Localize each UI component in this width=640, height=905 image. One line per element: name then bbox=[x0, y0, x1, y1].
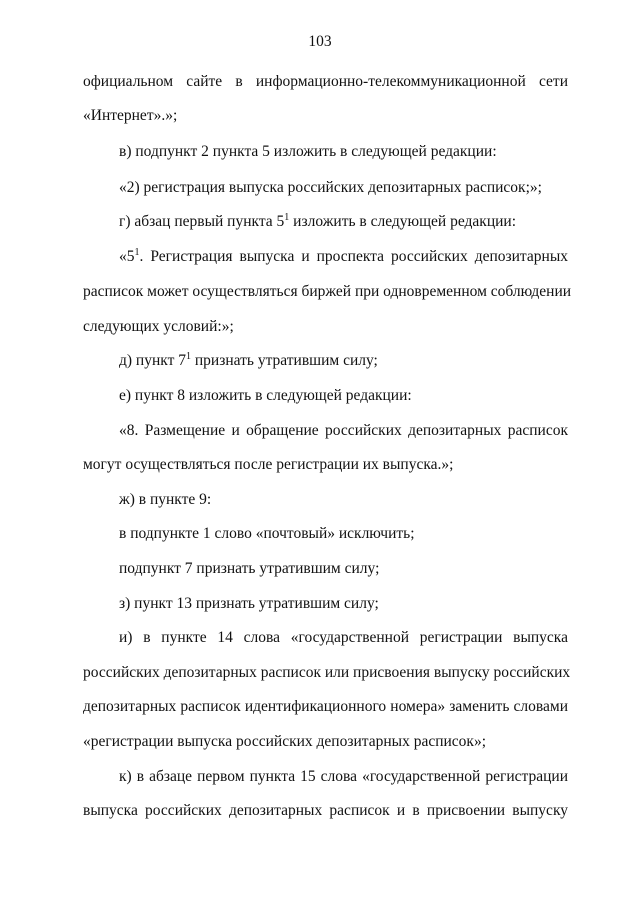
paragraph-k: к) в абзаце первом пункта 15 слова «государственной регистрации bbox=[119, 768, 568, 785]
page-number: 103 bbox=[308, 33, 332, 50]
paragraph-quote-2: «2) регистрация выпуска российских депозитарных расписок;»; bbox=[119, 179, 542, 196]
text-segment: признать утратившим силу; bbox=[191, 352, 378, 369]
text-line: следующих условий:»; bbox=[83, 318, 234, 335]
text-line: российских депозитарных расписок или присвоения выпуску российских bbox=[83, 664, 571, 681]
paragraph-d bbox=[119, 351, 378, 371]
text-segment: . Регистрация выпуска и проспекта российских депозитарных bbox=[139, 248, 568, 265]
text-line: «Интернет».»; bbox=[83, 107, 178, 124]
paragraph-quote-8: «8. Размещение и обращение российских депозитарных расписок bbox=[119, 422, 568, 439]
superscript: 1 bbox=[284, 211, 290, 223]
text-line: официальном сайте в информационно-телекоммуникационной сети bbox=[83, 73, 568, 90]
paragraph-v: в) подпункт 2 пункта 5 изложить в следующей редакции: bbox=[119, 143, 497, 160]
paragraph-zh: ж) в пункте 9: bbox=[119, 491, 212, 508]
superscript: 1 bbox=[186, 350, 191, 362]
text-segment: изложить в следующей редакции: bbox=[289, 213, 517, 230]
paragraph-g bbox=[119, 212, 516, 232]
paragraph-e: е) пункт 8 изложить в следующей редакции: bbox=[119, 387, 412, 404]
paragraph-quote-5-1 bbox=[119, 247, 568, 267]
text-line: выпуска российских депозитарных расписок и в присвоении выпуску bbox=[83, 802, 568, 819]
text-segment: «5 bbox=[119, 248, 135, 265]
superscript: 1 bbox=[134, 246, 140, 258]
text-line: могут осуществляться после регистрации их выпуска.»; bbox=[83, 456, 454, 473]
paragraph-i: и) в пункте 14 слова «государственной регистрации выпуска bbox=[119, 629, 568, 646]
subparagraph-7: подпункт 7 признать утратившим силу; bbox=[119, 560, 380, 577]
subparagraph-1: в подпункте 1 слово «почтовый» исключить; bbox=[119, 525, 415, 542]
text-line: депозитарных расписок идентификационного номера» заменить словами bbox=[83, 698, 568, 715]
text-line: «регистрации выпуска российских депозитарных расписок»; bbox=[83, 733, 487, 750]
text-segment: г) абзац первый пункта 5 bbox=[119, 213, 285, 230]
paragraph-z: з) пункт 13 признать утратившим силу; bbox=[119, 595, 379, 612]
text-segment: д) пункт 7 bbox=[119, 352, 186, 369]
text-line: расписок может осуществляться биржей при одновременном соблюдении bbox=[83, 283, 572, 300]
